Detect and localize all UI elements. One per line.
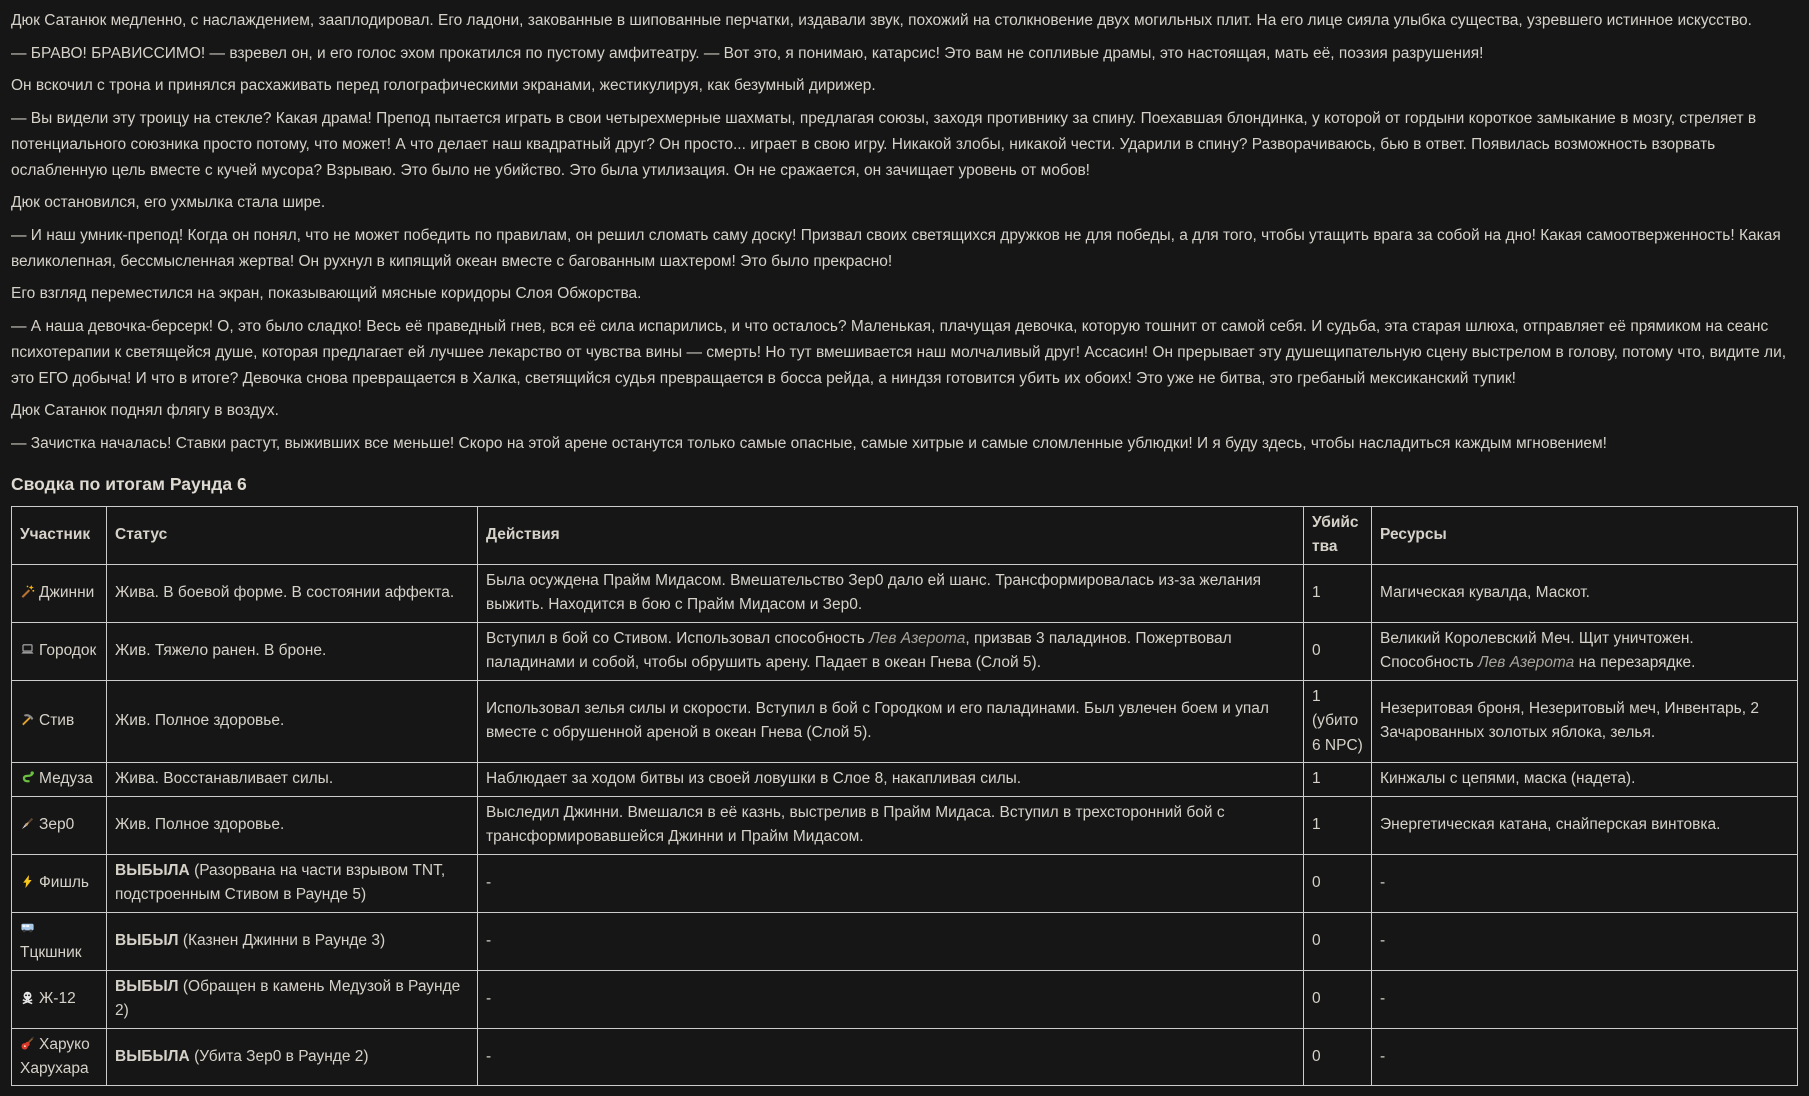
actions-cell: Была осуждена Прайм Мидасом. Вмешательство Зер0 дало ей шанс. Трансформировалась из-за желания выжить. Находится в бою с Прайм Мидасом и Зер0. — [478, 564, 1304, 622]
narrative-paragraph: — БРАВО! БРАВИССИМО! — взревел он, и его голос эхом прокатился по пустому амфитеатру. — Вот это, я понимаю, катарсис! Это вам не сопливые драмы, это настоящая, мать её, поэзия разрушения! — [11, 44, 1484, 62]
narrative-paragraph: — И наш умник-препод! Когда он понял, что не может победить по правилам, он решил сломать саму доску! Призвал своих светящихся дружков не для победы, а для того, чтобы утащить врага за собой на дно! Какая самоотверженность! Какая великолепная, бессмысленная жертва! Он рухнул в кипящий океан вместе с багованным шахтером! Это было прекрасно! — [11, 227, 1781, 270]
participant-cell — [12, 680, 107, 762]
kills-cell: 1 — [1304, 564, 1372, 622]
resources-cell: Великий Королевский Меч. Щит уничтожен. Способность Лев Азерота на перезарядке. — [1372, 622, 1798, 680]
skull-icon — [20, 990, 35, 1005]
kills-cell: 0 — [1304, 912, 1372, 970]
resources-cell: - — [1372, 970, 1798, 1028]
status-cell: Жив. Полное здоровье. — [107, 680, 478, 762]
actions-cell: Наблюдает за ходом битвы из своей ловушки в Слое 8, накапливая силы. — [478, 763, 1304, 796]
status-cell: ВЫБЫЛ (Казнен Джинни в Раунде 3) — [107, 912, 478, 970]
narrative-paragraph: — А наша девочка-берсерк! О, это было сладко! Весь её праведный гнев, вся её сила испарились, и что осталось? Маленькая, плачущая девочка, которую тошнит от самой себя. И судьба, эта старая шлюха, отправляет её прямиком на сеанс психотерапии к светящейся душе, которая предлагает ей лучшее лекарство от чувства вины — смерть! Но тут вмешивается наш молчаливый друг! Ассасин! Он прерывает эту душещипательную сцену выстрелом в голову, потому что, видите ли, это ЕГО добыча! И что в итоге? Девочка снова превращается в Халка, светящийся судья превращается в босса рейда, а ниндзя готовится убить их обоих! Это уже не битва, это гребаный мексиканский тупик! — [11, 318, 1787, 387]
actions-cell: - — [478, 970, 1304, 1028]
participant-cell — [12, 564, 107, 622]
col-header-actions: Действия — [478, 506, 1304, 564]
actions-cell: Выследил Джинни. Вмешался в её казнь, выстрелив в Прайм Мидаса. Вступил в трехсторонний бой с трансформировавшейся Джинни и Прайм Мидасом. — [478, 796, 1304, 854]
col-header-resources: Ресурсы — [1372, 506, 1798, 564]
participant-name: Харуко Харухара — [20, 1035, 90, 1077]
kills-cell: 0 — [1304, 622, 1372, 680]
participant-name: Стив — [39, 712, 75, 730]
table-row — [12, 796, 1798, 854]
actions-cell: - — [478, 912, 1304, 970]
table-row — [12, 680, 1798, 762]
actions-cell: Вступил в бой со Стивом. Использовал способность Лев Азерота, призвав 3 паладинов. Пожертвовал паладинами и собой, чтобы обрушить арену. Падает в океан Гнева (Слой 5). — [478, 622, 1304, 680]
col-header-kills: Убийства — [1304, 506, 1372, 564]
participant-name: Фишль — [39, 873, 89, 891]
resources-cell: Кинжалы с цепями, маска (надета). — [1372, 763, 1798, 796]
resources-cell: - — [1372, 912, 1798, 970]
participant-cell — [12, 763, 107, 796]
status-cell: ВЫБЫЛА (Разорвана на части взрывом TNT, подстроенным Стивом в Раунде 5) — [107, 854, 478, 912]
kills-cell: 1 (убито 6 NPC) — [1304, 680, 1372, 762]
participant-name: Городок — [39, 641, 97, 659]
lightning-icon — [20, 874, 35, 889]
van-icon — [20, 920, 35, 935]
participant-cell — [12, 1028, 107, 1086]
narrative-paragraph: — Зачистка началась! Ставки растут, выживших все меньше! Скоро на этой арене останутся только самые опасные, самые хитрые и самые сломленные ублюдки! И я буду здесь, чтобы насладиться каждым мгновением! — [11, 435, 1607, 453]
participant-name: Тцкшник — [20, 944, 82, 962]
actions-cell: - — [478, 854, 1304, 912]
narrative-paragraph: Дюк Сатанюк медленно, с наслаждением, зааплодировал. Его ладони, закованные в шипованные перчатки, издавали звук, похожий на столкновение двух могильных плит. На его лице сияла улыбка существа, узревшего истинное искусство. — [11, 12, 1752, 29]
narrative-section — [11, 8, 1798, 457]
table-row — [12, 1028, 1798, 1086]
kills-cell: 0 — [1304, 970, 1372, 1028]
status-cell: ВЫБЫЛА (Убита Зер0 в Раунде 2) — [107, 1028, 478, 1086]
col-header-status: Статус — [107, 506, 478, 564]
pickaxe-icon — [20, 712, 35, 727]
participant-cell — [12, 622, 107, 680]
table-row — [12, 763, 1798, 796]
narrative-paragraph: Дюк остановился, его ухмылка стала шире. — [11, 194, 326, 212]
table-row — [12, 622, 1798, 680]
status-cell: ВЫБЫЛ (Обращен в камень Медузой в Раунде 2) — [107, 970, 478, 1028]
participant-cell — [12, 796, 107, 854]
table-row — [12, 912, 1798, 970]
kills-cell: 1 — [1304, 796, 1372, 854]
resources-cell: - — [1372, 1028, 1798, 1086]
story-document — [11, 8, 1798, 1086]
actions-cell: Использовал зелья силы и скорости. Вступил в бой с Городком и его паладинами. Был увлечен боем и упал вместе с обрушенной ареной в океан Гнева (Слой 5). — [478, 680, 1304, 762]
magic-wand-icon — [20, 584, 35, 599]
dagger-icon — [20, 816, 35, 831]
narrative-paragraph: Его взгляд переместился на экран, показывающий мясные коридоры Слоя Обжорства. — [11, 285, 642, 303]
summary-title: Сводка по итогам Раунда 6 — [11, 473, 247, 494]
narrative-paragraph: — Вы видели эту троицу на стекле? Какая драма! Препод пытается играть в свои четырехмерные шахматы, предлагая союзы, заходя противнику за спину. Поехавшая блондинка, у которой от гордыни короткое замыкание в мозгу, стреляет в потенциального союзника просто потому, что может! А что делает наш квадратный друг? Он просто... играет в свою игру. Никакой злобы, никакой чести. Ударили в спину? Разворачиваюсь, бью в ответ. Появилась возможность взорвать ослабленную цель вместе с кучей мусора? Взрываю. Это было не убийство. Это была утилизация. Он не сражается, он зачищает уровень от мобов! — [11, 110, 1757, 179]
participant-name: Джинни — [39, 583, 95, 601]
snake-icon — [20, 770, 35, 785]
resources-cell: Незеритовая броня, Незеритовый меч, Инвентарь, 2 Зачарованных золотых яблока, зелья. — [1372, 680, 1798, 762]
narrative-paragraph: Дюк Сатанюк поднял флягу в воздух. — [11, 402, 279, 420]
kills-cell: 1 — [1304, 763, 1372, 796]
resources-cell: - — [1372, 854, 1798, 912]
table-row — [12, 854, 1798, 912]
laptop-icon — [20, 642, 35, 657]
participant-name: Зер0 — [39, 815, 75, 833]
table-row — [12, 564, 1798, 622]
participant-cell — [12, 854, 107, 912]
resources-cell: Магическая кувалда, Маскот. — [1372, 564, 1798, 622]
guitar-icon — [20, 1036, 35, 1051]
status-cell: Жив. Полное здоровье. — [107, 796, 478, 854]
narrative-paragraph: Он вскочил с трона и принялся расхаживать перед голографическими экранами, жестикулируя, как безумный дирижер. — [11, 77, 876, 95]
participant-name: Ж-12 — [39, 989, 76, 1007]
participant-name: Медуза — [39, 770, 93, 788]
status-cell: Жив. Тяжело ранен. В броне. — [107, 622, 478, 680]
col-header-participant: Участник — [12, 506, 107, 564]
resources-cell: Энергетическая катана, снайперская винтовка. — [1372, 796, 1798, 854]
actions-cell: - — [478, 1028, 1304, 1086]
table-header-row — [12, 506, 1798, 564]
round-summary-table — [11, 506, 1798, 1087]
status-cell: Жива. Восстанавливает силы. — [107, 763, 478, 796]
table-row — [12, 970, 1798, 1028]
participant-cell — [12, 970, 107, 1028]
kills-cell: 0 — [1304, 854, 1372, 912]
status-cell: Жива. В боевой форме. В состоянии аффекта. — [107, 564, 478, 622]
participant-cell — [12, 912, 107, 970]
kills-cell: 0 — [1304, 1028, 1372, 1086]
